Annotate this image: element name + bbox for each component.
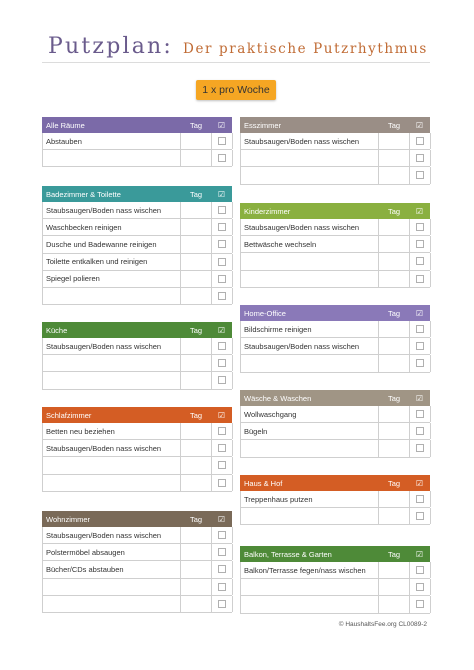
checkbox[interactable]: [218, 206, 226, 214]
day-entry-cell[interactable]: [181, 475, 212, 491]
day-entry-cell[interactable]: [181, 423, 212, 439]
checkbox-cell: [212, 288, 233, 304]
checkbox-cell: [410, 355, 431, 371]
checkbox[interactable]: [416, 240, 424, 248]
section-title: Schlafzimmer: [46, 410, 92, 420]
checkbox[interactable]: [416, 171, 424, 179]
day-entry-cell[interactable]: [379, 440, 410, 456]
day-entry-cell[interactable]: [181, 202, 212, 218]
day-entry-cell[interactable]: [379, 338, 410, 354]
checkbox-cell: [410, 440, 431, 456]
checkbox[interactable]: [218, 240, 226, 248]
section-1: [240, 203, 430, 288]
task-row: [240, 219, 430, 236]
section-title: Kinderzimmer: [244, 206, 291, 216]
section-3: [240, 390, 430, 458]
task-row: [240, 321, 430, 338]
task-label: Polstermöbel absaugen: [42, 544, 181, 560]
day-entry-cell[interactable]: [379, 271, 410, 287]
checkbox-header-icon: ☑: [217, 514, 226, 524]
checkbox-cell: [410, 579, 431, 595]
section-4: [240, 475, 430, 525]
task-row: [240, 338, 430, 355]
section-title: Küche: [46, 325, 68, 335]
checkbox-cell: [212, 579, 233, 595]
checkbox-header-icon: ☑: [415, 308, 424, 318]
checkbox-cell: [212, 338, 233, 354]
task-row: [42, 475, 232, 492]
section-5: [240, 546, 430, 614]
day-entry-cell[interactable]: [379, 219, 410, 235]
section-title: Wohnzimmer: [46, 514, 91, 524]
day-entry-cell[interactable]: [379, 321, 410, 337]
task-row: [42, 254, 232, 271]
task-row: [240, 423, 430, 440]
day-entry-cell[interactable]: [181, 254, 212, 270]
checkbox[interactable]: [416, 512, 424, 520]
section-title: Esszimmer: [244, 120, 282, 130]
checkbox[interactable]: [416, 325, 424, 333]
checkbox-cell: [212, 219, 233, 235]
task-row: [240, 562, 430, 579]
task-row: [42, 596, 232, 613]
checkbox-cell: [410, 133, 431, 149]
task-label: [42, 288, 181, 304]
day-column-header: Tag: [189, 514, 203, 524]
day-entry-cell[interactable]: [379, 423, 410, 439]
task-label: Staubsaugen/Boden nass wischen: [42, 338, 181, 354]
section-title: Haus & Hof: [244, 478, 283, 488]
day-column-header: Tag: [387, 549, 401, 559]
task-row: [240, 440, 430, 457]
checkbox-cell: [410, 508, 431, 524]
task-label: [42, 150, 181, 166]
checkbox-header-icon: ☑: [415, 120, 424, 130]
task-label: Wollwaschgang: [240, 406, 379, 422]
section-title: Badezimmer & Toilette: [46, 189, 121, 199]
checkbox-cell: [212, 596, 233, 612]
day-entry-cell[interactable]: [379, 579, 410, 595]
checkbox-cell: [212, 527, 233, 543]
task-row: [240, 491, 430, 508]
checkbox[interactable]: [218, 444, 226, 452]
day-entry-cell[interactable]: [379, 167, 410, 183]
task-row: [42, 561, 232, 578]
task-row: [240, 167, 430, 184]
checkbox-cell: [410, 596, 431, 612]
day-entry-cell[interactable]: [181, 596, 212, 612]
day-entry-cell[interactable]: [379, 355, 410, 371]
checkbox-cell: [410, 271, 431, 287]
day-column-header: Tag: [387, 120, 401, 130]
checkbox[interactable]: [416, 275, 424, 283]
task-label: [42, 457, 181, 473]
checkbox[interactable]: [416, 583, 424, 591]
checkbox-cell: [410, 167, 431, 183]
task-row: [42, 372, 232, 389]
day-entry-cell[interactable]: [379, 406, 410, 422]
checkbox-cell: [410, 253, 431, 269]
task-row: [240, 596, 430, 613]
task-label: Staubsaugen/Boden nass wischen: [42, 440, 181, 456]
checkbox-cell: [212, 236, 233, 252]
section-2: [42, 322, 232, 390]
checkbox[interactable]: [218, 376, 226, 384]
section-0: [42, 117, 232, 167]
checkbox[interactable]: [416, 223, 424, 231]
section-header: [42, 117, 232, 133]
checkbox[interactable]: [416, 495, 424, 503]
day-entry-cell[interactable]: [379, 596, 410, 612]
section-4: [42, 511, 232, 613]
checkbox[interactable]: [218, 359, 226, 367]
task-row: [240, 579, 430, 596]
checkbox-cell: [212, 202, 233, 218]
day-column-header: Tag: [189, 410, 203, 420]
section-header: [240, 390, 430, 406]
checkbox[interactable]: [218, 427, 226, 435]
checkbox-header-icon: ☑: [415, 393, 424, 403]
task-label: Toilette entkalken und reinigen: [42, 254, 181, 270]
section-header: [240, 305, 430, 321]
day-entry-cell[interactable]: [379, 562, 410, 578]
section-header: [42, 322, 232, 338]
day-entry-cell[interactable]: [181, 133, 212, 149]
task-label: [240, 508, 379, 524]
checkbox[interactable]: [218, 531, 226, 539]
task-label: Treppenhaus putzen: [240, 491, 379, 507]
task-row: [42, 423, 232, 440]
task-row: [42, 544, 232, 561]
day-entry-cell[interactable]: [181, 457, 212, 473]
day-entry-cell[interactable]: [181, 288, 212, 304]
section-header: [240, 475, 430, 491]
footer-copyright: © HaushaltsFee.org CL0089-2: [338, 621, 427, 628]
checkbox-cell: [410, 562, 431, 578]
checkbox-cell: [410, 338, 431, 354]
checkbox[interactable]: [218, 154, 226, 162]
task-label: Staubsaugen/Boden nass wischen: [42, 527, 181, 543]
task-label: [240, 579, 379, 595]
task-label: [240, 596, 379, 612]
task-label: [42, 596, 181, 612]
checkbox[interactable]: [416, 359, 424, 367]
section-header: [240, 546, 430, 562]
day-entry-cell[interactable]: [181, 338, 212, 354]
section-title: Balkon, Terrasse & Garten: [244, 549, 332, 559]
checkbox-cell: [212, 544, 233, 560]
checkbox[interactable]: [416, 566, 424, 574]
page-title: [48, 34, 448, 59]
day-entry-cell[interactable]: [181, 355, 212, 371]
checkbox-cell: [410, 491, 431, 507]
checkbox[interactable]: [218, 258, 226, 266]
task-label: [42, 579, 181, 595]
checkbox-header-icon: ☑: [217, 189, 226, 199]
section-header: [42, 186, 232, 202]
checkbox[interactable]: [218, 600, 226, 608]
task-row: [42, 219, 232, 236]
task-row: [240, 133, 430, 150]
checkbox[interactable]: [416, 444, 424, 452]
task-label: [42, 372, 181, 388]
checkbox[interactable]: [218, 292, 226, 300]
checkbox-cell: [212, 271, 233, 287]
checkbox-header-icon: ☑: [217, 120, 226, 130]
day-entry-cell[interactable]: [181, 440, 212, 456]
task-row: [42, 457, 232, 474]
checkbox[interactable]: [416, 427, 424, 435]
checkbox[interactable]: [218, 548, 226, 556]
checkbox[interactable]: [218, 565, 226, 573]
checkbox[interactable]: [416, 410, 424, 418]
day-entry-cell[interactable]: [181, 271, 212, 287]
day-column-header: Tag: [189, 189, 203, 199]
task-row: [42, 288, 232, 305]
task-row: [42, 236, 232, 253]
day-column-header: Tag: [387, 393, 401, 403]
checkbox-cell: [410, 406, 431, 422]
checkbox[interactable]: [218, 137, 226, 145]
day-column-header: Tag: [387, 206, 401, 216]
checkbox[interactable]: [218, 461, 226, 469]
task-row: [240, 508, 430, 525]
task-label: [42, 355, 181, 371]
task-label: Staubsaugen/Boden nass wischen: [240, 219, 379, 235]
task-row: [240, 406, 430, 423]
checkbox-cell: [410, 236, 431, 252]
task-row: [42, 579, 232, 596]
section-2: [240, 305, 430, 373]
title-divider: [42, 62, 430, 63]
task-label: [240, 271, 379, 287]
day-column-header: Tag: [189, 120, 203, 130]
day-entry-cell[interactable]: [181, 579, 212, 595]
checkbox[interactable]: [416, 257, 424, 265]
checkbox-cell: [212, 457, 233, 473]
checkbox[interactable]: [218, 583, 226, 591]
task-row: [42, 202, 232, 219]
task-label: Staubsaugen/Boden nass wischen: [240, 338, 379, 354]
task-label: Staubsaugen/Boden nass wischen: [240, 133, 379, 149]
day-entry-cell[interactable]: [379, 236, 410, 252]
day-entry-cell[interactable]: [181, 527, 212, 543]
section-0: [240, 117, 430, 185]
day-entry-cell[interactable]: [181, 150, 212, 166]
day-entry-cell[interactable]: [379, 133, 410, 149]
title-main: Putzplan:: [48, 34, 174, 59]
task-label: [240, 150, 379, 166]
checkbox[interactable]: [218, 342, 226, 350]
title-subtitle: Der praktische Putzrhythmus: [183, 41, 428, 57]
checkbox-cell: [410, 423, 431, 439]
task-label: Bettwäsche wechseln: [240, 236, 379, 252]
checkbox-cell: [410, 219, 431, 235]
checkbox-cell: [212, 440, 233, 456]
section-header: [42, 511, 232, 527]
day-entry-cell[interactable]: [181, 544, 212, 560]
checkbox[interactable]: [218, 223, 226, 231]
checkbox-header-icon: ☑: [415, 206, 424, 216]
task-row: [42, 150, 232, 167]
day-entry-cell[interactable]: [379, 150, 410, 166]
task-label: Dusche und Badewanne reinigen: [42, 236, 181, 252]
day-entry-cell[interactable]: [181, 561, 212, 577]
task-row: [240, 271, 430, 288]
task-label: [240, 440, 379, 456]
checkbox-header-icon: ☑: [217, 410, 226, 420]
task-label: [42, 475, 181, 491]
task-row: [42, 133, 232, 150]
day-entry-cell[interactable]: [181, 219, 212, 235]
section-title: Home-Office: [244, 308, 286, 318]
section-header: [240, 203, 430, 219]
task-label: [240, 355, 379, 371]
task-label: Betten neu beziehen: [42, 423, 181, 439]
checkbox-cell: [212, 423, 233, 439]
task-label: Spiegel polieren: [42, 271, 181, 287]
checkbox-cell: [410, 321, 431, 337]
task-label: [240, 167, 379, 183]
checkbox-header-icon: ☑: [415, 478, 424, 488]
task-row: [240, 253, 430, 270]
checkbox[interactable]: [416, 154, 424, 162]
day-column-header: Tag: [387, 308, 401, 318]
day-entry-cell[interactable]: [379, 491, 410, 507]
section-header: [42, 407, 232, 423]
day-entry-cell[interactable]: [181, 236, 212, 252]
task-row: [42, 527, 232, 544]
day-column-header: Tag: [189, 325, 203, 335]
section-3: [42, 407, 232, 492]
checkbox-cell: [212, 355, 233, 371]
section-header: [240, 117, 430, 133]
checkbox-cell: [212, 475, 233, 491]
checkbox-cell: [212, 150, 233, 166]
task-row: [240, 150, 430, 167]
section-1: [42, 186, 232, 305]
task-row: [42, 440, 232, 457]
checkbox-cell: [410, 150, 431, 166]
task-label: [240, 253, 379, 269]
checkbox[interactable]: [416, 137, 424, 145]
checkbox[interactable]: [218, 275, 226, 283]
checkbox[interactable]: [416, 600, 424, 608]
section-title: Alle Räume: [46, 120, 85, 130]
section-title: Wäsche & Waschen: [244, 393, 312, 403]
task-row: [42, 271, 232, 288]
task-label: Abstauben: [42, 133, 181, 149]
checkbox-cell: [212, 254, 233, 270]
checkbox[interactable]: [218, 479, 226, 487]
day-entry-cell[interactable]: [181, 372, 212, 388]
task-label: Balkon/Terrasse fegen/nass wischen: [240, 562, 379, 578]
checkbox-cell: [212, 133, 233, 149]
checkbox-cell: [212, 372, 233, 388]
task-row: [240, 236, 430, 253]
task-label: Waschbecken reinigen: [42, 219, 181, 235]
day-entry-cell[interactable]: [379, 253, 410, 269]
checkbox[interactable]: [416, 342, 424, 350]
task-label: Bücher/CDs abstauben: [42, 561, 181, 577]
task-label: Bildschirme reinigen: [240, 321, 379, 337]
task-row: [42, 355, 232, 372]
task-row: [240, 355, 430, 372]
task-row: [42, 338, 232, 355]
frequency-badge: 1 x pro Woche: [196, 80, 276, 100]
day-entry-cell[interactable]: [379, 508, 410, 524]
task-label: Bügeln: [240, 423, 379, 439]
day-column-header: Tag: [387, 478, 401, 488]
task-label: Staubsaugen/Boden nass wischen: [42, 202, 181, 218]
checkbox-cell: [212, 561, 233, 577]
checkbox-header-icon: ☑: [217, 325, 226, 335]
checkbox-header-icon: ☑: [415, 549, 424, 559]
